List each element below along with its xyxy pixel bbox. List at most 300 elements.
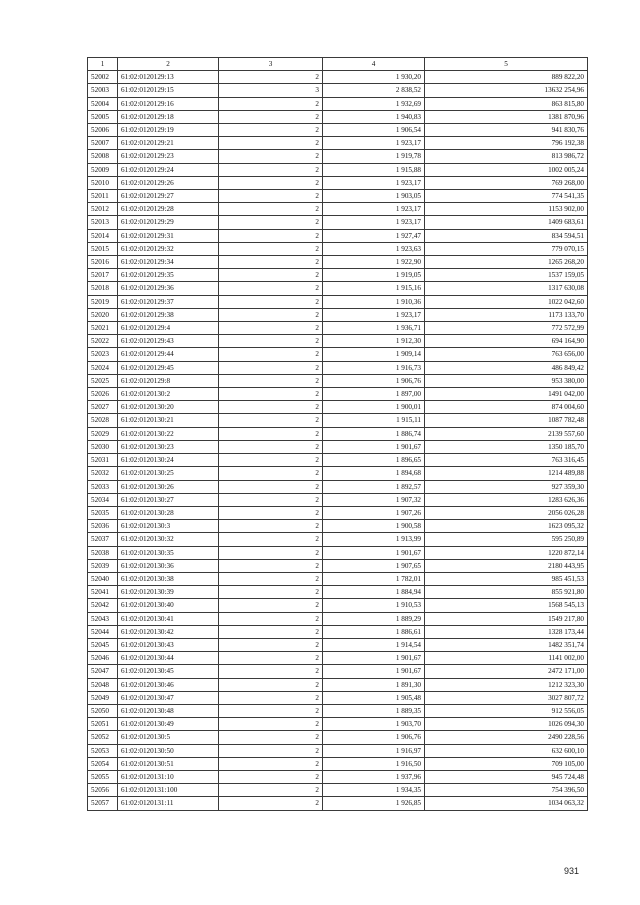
area-cell: 2 838,52 <box>323 84 425 97</box>
value-cell: 927 359,30 <box>425 480 588 493</box>
value-cell: 1153 902,00 <box>425 203 588 216</box>
value-cell: 1087 782,48 <box>425 414 588 427</box>
cadastral-number-cell: 61:02:0120129:36 <box>118 282 219 295</box>
area-cell: 1 894,68 <box>323 467 425 480</box>
row-number-cell: 52041 <box>88 586 118 599</box>
value-cell: 953 380,00 <box>425 374 588 387</box>
area-cell: 1 914,54 <box>323 638 425 651</box>
area-cell: 1 782,01 <box>323 572 425 585</box>
area-cell: 1 891,30 <box>323 678 425 691</box>
count-cell: 2 <box>219 731 323 744</box>
value-cell: 1002 005,24 <box>425 163 588 176</box>
area-cell: 1 901,67 <box>323 652 425 665</box>
cadastral-table-container <box>87 57 587 811</box>
table-row <box>88 427 588 440</box>
area-cell: 1 886,61 <box>323 625 425 638</box>
value-cell: 1283 626,36 <box>425 493 588 506</box>
row-number-cell: 52035 <box>88 506 118 519</box>
count-cell: 2 <box>219 308 323 321</box>
row-number-cell: 52057 <box>88 797 118 810</box>
table-row <box>88 150 588 163</box>
count-cell: 2 <box>219 269 323 282</box>
row-number-cell: 52031 <box>88 454 118 467</box>
table-row <box>88 770 588 783</box>
cadastral-number-cell: 61:02:0120129:24 <box>118 163 219 176</box>
cadastral-number-cell: 61:02:0120130:2 <box>118 388 219 401</box>
area-cell: 1 907,32 <box>323 493 425 506</box>
count-cell: 2 <box>219 480 323 493</box>
table-row <box>88 506 588 519</box>
count-cell: 2 <box>219 335 323 348</box>
cadastral-number-cell: 61:02:0120130:36 <box>118 559 219 572</box>
count-cell: 2 <box>219 203 323 216</box>
table-row <box>88 533 588 546</box>
area-cell: 1 937,96 <box>323 770 425 783</box>
area-cell: 1 900,58 <box>323 520 425 533</box>
row-number-cell: 52009 <box>88 163 118 176</box>
count-cell: 2 <box>219 533 323 546</box>
value-cell: 1026 094,30 <box>425 718 588 731</box>
row-number-cell: 52030 <box>88 440 118 453</box>
count-cell: 2 <box>219 797 323 810</box>
row-number-cell: 52026 <box>88 388 118 401</box>
cadastral-number-cell: 61:02:0120130:3 <box>118 520 219 533</box>
value-cell: 1173 133,70 <box>425 308 588 321</box>
count-cell: 2 <box>219 704 323 717</box>
row-number-cell: 52042 <box>88 599 118 612</box>
area-cell: 1 923,17 <box>323 176 425 189</box>
area-cell: 1 903,05 <box>323 190 425 203</box>
table-row <box>88 295 588 308</box>
value-cell: 1549 217,80 <box>425 612 588 625</box>
count-cell: 2 <box>219 599 323 612</box>
table-row <box>88 322 588 335</box>
area-cell: 1 884,94 <box>323 586 425 599</box>
row-number-cell: 52043 <box>88 612 118 625</box>
cadastral-number-cell: 61:02:0120129:29 <box>118 216 219 229</box>
count-cell: 2 <box>219 440 323 453</box>
cadastral-number-cell: 61:02:0120129:15 <box>118 84 219 97</box>
cadastral-number-cell: 61:02:0120129:28 <box>118 203 219 216</box>
value-cell: 13632 254,96 <box>425 84 588 97</box>
cadastral-number-cell: 61:02:0120129:4 <box>118 322 219 335</box>
area-cell: 1 906,76 <box>323 374 425 387</box>
value-cell: 1214 489,88 <box>425 467 588 480</box>
area-cell: 1 910,36 <box>323 295 425 308</box>
value-cell: 985 451,53 <box>425 572 588 585</box>
value-cell: 774 541,35 <box>425 190 588 203</box>
cadastral-number-cell: 61:02:0120130:21 <box>118 414 219 427</box>
table-row <box>88 678 588 691</box>
table-row <box>88 282 588 295</box>
cadastral-number-cell: 61:02:0120130:51 <box>118 757 219 770</box>
area-cell: 1 915,88 <box>323 163 425 176</box>
value-cell: 1141 002,00 <box>425 652 588 665</box>
row-number-cell: 52056 <box>88 784 118 797</box>
area-cell: 1 934,35 <box>323 784 425 797</box>
table-row <box>88 335 588 348</box>
table-row <box>88 97 588 110</box>
cadastral-number-cell: 61:02:0120130:45 <box>118 665 219 678</box>
count-cell: 2 <box>219 506 323 519</box>
cadastral-number-cell: 61:02:0120130:39 <box>118 586 219 599</box>
cadastral-number-cell: 61:02:0120129:19 <box>118 124 219 137</box>
count-cell: 2 <box>219 784 323 797</box>
row-number-cell: 52010 <box>88 176 118 189</box>
row-number-cell: 52005 <box>88 110 118 123</box>
count-cell: 2 <box>219 348 323 361</box>
row-number-cell: 52028 <box>88 414 118 427</box>
row-number-cell: 52049 <box>88 691 118 704</box>
count-cell: 2 <box>219 256 323 269</box>
value-cell: 1212 323,30 <box>425 678 588 691</box>
table-row <box>88 586 588 599</box>
row-number-cell: 52052 <box>88 731 118 744</box>
cadastral-number-cell: 61:02:0120130:44 <box>118 652 219 665</box>
area-cell: 1 923,17 <box>323 216 425 229</box>
row-number-cell: 52016 <box>88 256 118 269</box>
cadastral-number-cell: 61:02:0120130:27 <box>118 493 219 506</box>
value-cell: 1265 268,20 <box>425 256 588 269</box>
row-number-cell: 52003 <box>88 84 118 97</box>
count-cell: 2 <box>219 282 323 295</box>
count-cell: 3 <box>219 84 323 97</box>
cadastral-number-cell: 61:02:0120129:37 <box>118 295 219 308</box>
area-cell: 1 922,90 <box>323 256 425 269</box>
value-cell: 772 572,99 <box>425 322 588 335</box>
value-cell: 1491 042,00 <box>425 388 588 401</box>
table-row <box>88 137 588 150</box>
area-cell: 1 900,01 <box>323 401 425 414</box>
table-row <box>88 797 588 810</box>
cadastral-number-cell: 61:02:0120130:40 <box>118 599 219 612</box>
value-cell: 1317 630,08 <box>425 282 588 295</box>
count-cell: 2 <box>219 401 323 414</box>
cadastral-number-cell: 61:02:0120130:46 <box>118 678 219 691</box>
table-row <box>88 520 588 533</box>
page-number: 931 <box>564 866 580 876</box>
value-cell: 1409 683,61 <box>425 216 588 229</box>
row-number-cell: 52023 <box>88 348 118 361</box>
area-cell: 1 923,17 <box>323 308 425 321</box>
count-cell: 2 <box>219 612 323 625</box>
count-cell: 2 <box>219 520 323 533</box>
row-number-cell: 52018 <box>88 282 118 295</box>
count-cell: 2 <box>219 625 323 638</box>
count-cell: 2 <box>219 163 323 176</box>
area-cell: 1 897,00 <box>323 388 425 401</box>
area-cell: 1 932,69 <box>323 97 425 110</box>
count-cell: 2 <box>219 546 323 559</box>
count-cell: 2 <box>219 678 323 691</box>
count-cell: 2 <box>219 176 323 189</box>
area-cell: 1 896,65 <box>323 454 425 467</box>
table-row <box>88 454 588 467</box>
cadastral-number-cell: 61:02:0120130:20 <box>118 401 219 414</box>
cadastral-number-cell: 61:02:0120129:26 <box>118 176 219 189</box>
count-cell: 2 <box>219 150 323 163</box>
cadastral-number-cell: 61:02:0120129:45 <box>118 361 219 374</box>
count-cell: 2 <box>219 454 323 467</box>
cadastral-number-cell: 61:02:0120130:25 <box>118 467 219 480</box>
cadastral-number-cell: 61:02:0120129:16 <box>118 97 219 110</box>
column-header: 4 <box>323 58 425 71</box>
area-cell: 1 936,71 <box>323 322 425 335</box>
table-row <box>88 388 588 401</box>
row-number-cell: 52022 <box>88 335 118 348</box>
value-cell: 1220 872,14 <box>425 546 588 559</box>
cadastral-number-cell: 61:02:0120129:35 <box>118 269 219 282</box>
count-cell: 2 <box>219 137 323 150</box>
value-cell: 1022 042,60 <box>425 295 588 308</box>
count-cell: 2 <box>219 559 323 572</box>
cadastral-table <box>87 57 588 811</box>
row-number-cell: 52050 <box>88 704 118 717</box>
value-cell: 709 105,00 <box>425 757 588 770</box>
row-number-cell: 52027 <box>88 401 118 414</box>
table-row <box>88 348 588 361</box>
area-cell: 1 912,30 <box>323 335 425 348</box>
area-cell: 1 903,70 <box>323 718 425 731</box>
cadastral-number-cell: 61:02:0120130:23 <box>118 440 219 453</box>
table-row <box>88 190 588 203</box>
table-row <box>88 480 588 493</box>
table-row <box>88 744 588 757</box>
value-cell: 813 986,72 <box>425 150 588 163</box>
cadastral-number-cell: 61:02:0120130:32 <box>118 533 219 546</box>
table-row <box>88 414 588 427</box>
row-number-cell: 52029 <box>88 427 118 440</box>
count-cell: 2 <box>219 242 323 255</box>
value-cell: 874 004,60 <box>425 401 588 414</box>
cadastral-number-cell: 61:02:0120130:38 <box>118 572 219 585</box>
table-row <box>88 71 588 84</box>
area-cell: 1 901,67 <box>323 440 425 453</box>
count-cell: 2 <box>219 124 323 137</box>
table-body <box>88 71 588 810</box>
cadastral-number-cell: 61:02:0120129:31 <box>118 229 219 242</box>
value-cell: 769 268,00 <box>425 176 588 189</box>
cadastral-number-cell: 61:02:0120129:44 <box>118 348 219 361</box>
table-row <box>88 467 588 480</box>
row-number-cell: 52008 <box>88 150 118 163</box>
table-row <box>88 124 588 137</box>
area-cell: 1 907,65 <box>323 559 425 572</box>
count-cell: 2 <box>219 322 323 335</box>
table-row <box>88 229 588 242</box>
area-cell: 1 916,97 <box>323 744 425 757</box>
table-row <box>88 625 588 638</box>
cadastral-number-cell: 61:02:0120129:23 <box>118 150 219 163</box>
row-number-cell: 52012 <box>88 203 118 216</box>
cadastral-number-cell: 61:02:0120130:5 <box>118 731 219 744</box>
table-row <box>88 612 588 625</box>
area-cell: 1 915,16 <box>323 282 425 295</box>
table-row <box>88 559 588 572</box>
cadastral-number-cell: 61:02:0120130:22 <box>118 427 219 440</box>
table-row <box>88 256 588 269</box>
area-cell: 1 930,20 <box>323 71 425 84</box>
value-cell: 763 316,45 <box>425 454 588 467</box>
table-row <box>88 731 588 744</box>
table-row <box>88 401 588 414</box>
table-row <box>88 440 588 453</box>
cadastral-number-cell: 61:02:0120130:42 <box>118 625 219 638</box>
area-cell: 1 906,54 <box>323 124 425 137</box>
cadastral-number-cell: 61:02:0120131:10 <box>118 770 219 783</box>
area-cell: 1 919,78 <box>323 150 425 163</box>
area-cell: 1 923,17 <box>323 137 425 150</box>
area-cell: 1 923,63 <box>323 242 425 255</box>
row-number-cell: 52040 <box>88 572 118 585</box>
value-cell: 1623 095,32 <box>425 520 588 533</box>
row-number-cell: 52036 <box>88 520 118 533</box>
row-number-cell: 52011 <box>88 190 118 203</box>
cadastral-number-cell: 61:02:0120130:26 <box>118 480 219 493</box>
count-cell: 2 <box>219 374 323 387</box>
value-cell: 2056 026,28 <box>425 506 588 519</box>
area-cell: 1 907,26 <box>323 506 425 519</box>
area-cell: 1 910,53 <box>323 599 425 612</box>
cadastral-number-cell: 61:02:0120130:24 <box>118 454 219 467</box>
value-cell: 889 822,20 <box>425 71 588 84</box>
cadastral-number-cell: 61:02:0120130:48 <box>118 704 219 717</box>
table-row <box>88 176 588 189</box>
table-row <box>88 203 588 216</box>
area-cell: 1 916,73 <box>323 361 425 374</box>
table-row <box>88 572 588 585</box>
table-row <box>88 361 588 374</box>
row-number-cell: 52019 <box>88 295 118 308</box>
value-cell: 763 656,00 <box>425 348 588 361</box>
value-cell: 2472 171,00 <box>425 665 588 678</box>
table-row <box>88 757 588 770</box>
row-number-cell: 52034 <box>88 493 118 506</box>
area-cell: 1 906,76 <box>323 731 425 744</box>
value-cell: 632 600,10 <box>425 744 588 757</box>
value-cell: 945 724,48 <box>425 770 588 783</box>
cadastral-number-cell: 61:02:0120130:41 <box>118 612 219 625</box>
row-number-cell: 52047 <box>88 665 118 678</box>
row-number-cell: 52032 <box>88 467 118 480</box>
table-row <box>88 546 588 559</box>
table-row <box>88 638 588 651</box>
row-number-cell: 52046 <box>88 652 118 665</box>
table-row <box>88 784 588 797</box>
area-cell: 1 926,85 <box>323 797 425 810</box>
value-cell: 486 849,42 <box>425 361 588 374</box>
area-cell: 1 889,35 <box>323 704 425 717</box>
area-cell: 1 915,11 <box>323 414 425 427</box>
value-cell: 754 396,50 <box>425 784 588 797</box>
area-cell: 1 909,14 <box>323 348 425 361</box>
cadastral-number-cell: 61:02:0120130:28 <box>118 506 219 519</box>
count-cell: 2 <box>219 295 323 308</box>
column-header: 1 <box>88 58 118 71</box>
row-number-cell: 52021 <box>88 322 118 335</box>
row-number-cell: 52024 <box>88 361 118 374</box>
area-cell: 1 916,50 <box>323 757 425 770</box>
column-header: 2 <box>118 58 219 71</box>
row-number-cell: 52048 <box>88 678 118 691</box>
area-cell: 1 901,67 <box>323 665 425 678</box>
cadastral-number-cell: 61:02:0120129:32 <box>118 242 219 255</box>
row-number-cell: 52002 <box>88 71 118 84</box>
table-row <box>88 691 588 704</box>
count-cell: 2 <box>219 770 323 783</box>
count-cell: 2 <box>219 71 323 84</box>
table-row <box>88 163 588 176</box>
table-row <box>88 493 588 506</box>
area-cell: 1 940,83 <box>323 110 425 123</box>
area-cell: 1 892,57 <box>323 480 425 493</box>
area-cell: 1 927,47 <box>323 229 425 242</box>
count-cell: 2 <box>219 652 323 665</box>
row-number-cell: 52007 <box>88 137 118 150</box>
count-cell: 2 <box>219 467 323 480</box>
count-cell: 2 <box>219 638 323 651</box>
value-cell: 1350 185,70 <box>425 440 588 453</box>
row-number-cell: 52015 <box>88 242 118 255</box>
table-header-row <box>88 58 588 71</box>
value-cell: 941 830,76 <box>425 124 588 137</box>
count-cell: 2 <box>219 97 323 110</box>
table-row <box>88 242 588 255</box>
row-number-cell: 52053 <box>88 744 118 757</box>
table-row <box>88 308 588 321</box>
value-cell: 595 250,89 <box>425 533 588 546</box>
row-number-cell: 52044 <box>88 625 118 638</box>
cadastral-number-cell: 61:02:0120129:43 <box>118 335 219 348</box>
value-cell: 1537 159,05 <box>425 269 588 282</box>
table-row <box>88 718 588 731</box>
value-cell: 779 070,15 <box>425 242 588 255</box>
count-cell: 2 <box>219 427 323 440</box>
value-cell: 912 556,05 <box>425 704 588 717</box>
column-header: 5 <box>425 58 588 71</box>
table-row <box>88 665 588 678</box>
count-cell: 2 <box>219 718 323 731</box>
cadastral-number-cell: 61:02:0120129:34 <box>118 256 219 269</box>
count-cell: 2 <box>219 190 323 203</box>
count-cell: 2 <box>219 388 323 401</box>
count-cell: 2 <box>219 691 323 704</box>
table-row <box>88 599 588 612</box>
cadastral-number-cell: 61:02:0120129:13 <box>118 71 219 84</box>
area-cell: 1 913,99 <box>323 533 425 546</box>
table-row <box>88 374 588 387</box>
table-row <box>88 110 588 123</box>
cadastral-number-cell: 61:02:0120129:8 <box>118 374 219 387</box>
row-number-cell: 52004 <box>88 97 118 110</box>
value-cell: 834 594,51 <box>425 229 588 242</box>
value-cell: 1328 173,44 <box>425 625 588 638</box>
row-number-cell: 52055 <box>88 770 118 783</box>
count-cell: 2 <box>219 665 323 678</box>
row-number-cell: 52013 <box>88 216 118 229</box>
area-cell: 1 889,29 <box>323 612 425 625</box>
table-row <box>88 216 588 229</box>
area-cell: 1 901,67 <box>323 546 425 559</box>
table-row <box>88 704 588 717</box>
value-cell: 796 192,38 <box>425 137 588 150</box>
row-number-cell: 52039 <box>88 559 118 572</box>
value-cell: 1381 870,96 <box>425 110 588 123</box>
row-number-cell: 52017 <box>88 269 118 282</box>
cadastral-number-cell: 61:02:0120130:47 <box>118 691 219 704</box>
area-cell: 1 919,05 <box>323 269 425 282</box>
value-cell: 1568 545,13 <box>425 599 588 612</box>
